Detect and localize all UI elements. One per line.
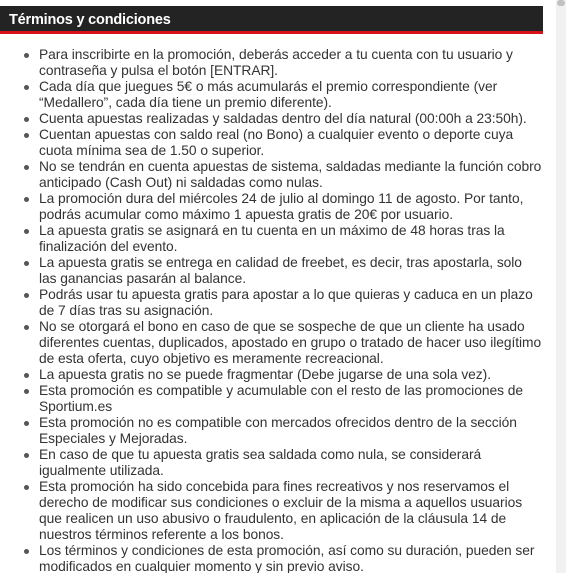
bullet-icon [24, 261, 29, 266]
terms-item [39, 47, 545, 79]
terms-item [39, 543, 545, 573]
bullet-icon [24, 165, 29, 170]
bullet-icon [24, 117, 29, 122]
bullet-icon [24, 53, 29, 58]
bullet-icon [24, 197, 29, 202]
vertical-scrollbar[interactable] [556, 0, 566, 573]
terms-item-text: Podrás usar tu apuesta gratis para apostar a lo que quieras y caduca en un plazo de 7 días tras su asignación. [39, 287, 533, 318]
terms-item [39, 79, 545, 111]
terms-item-text: No se tendrán en cuenta apuestas de sistema, saldadas mediante la función cobro anticipado (Cash Out) ni saldadas como nulas. [39, 159, 542, 190]
terms-list [0, 47, 545, 573]
terms-item-text: Cuentan apuestas con saldo real (no Bono) a cualquier evento o deporte cuya cuota mínima sea de 1.50 o superior. [39, 127, 514, 158]
bullet-icon [24, 421, 29, 426]
bullet-icon [24, 85, 29, 90]
terms-item-text: La promoción dura del miércoles 24 de julio al domingo 11 de agosto. Por tanto, podrás acumular como máximo 1 apuesta gratis de 20€ por usuario. [39, 191, 524, 222]
bullet-icon [24, 325, 29, 330]
terms-item [39, 415, 545, 447]
terms-item [39, 255, 545, 287]
terms-item [39, 223, 545, 255]
terms-item-text: Esta promoción no es compatible con mercados ofrecidos dentro de la sección Especiales y Mejoradas. [39, 415, 517, 446]
bullet-icon [24, 293, 29, 298]
terms-item-text: La apuesta gratis no se puede fragmentar (Debe jugarse de una sola vez). [39, 367, 491, 382]
terms-item [39, 447, 545, 479]
terms-title: Términos y condiciones [9, 12, 171, 28]
terms-item-text: Para inscribirte en la promoción, deberás acceder a tu cuenta con tu usuario y contraseña y pulsa el botón [ENTRAR]. [39, 47, 513, 78]
bullet-icon [24, 485, 29, 490]
terms-header [0, 6, 543, 34]
terms-item-text: La apuesta gratis se entrega en calidad de freebet, es decir, tras apostarla, solo las ganancias pasarán al balance. [39, 255, 522, 286]
scrollbar-thumb[interactable] [557, 0, 565, 6]
terms-item-text: No se otorgará el bono en caso de que se sospeche de que un cliente ha usado diferentes cuentas, duplicados, apostado en grupo o tratado de hacer uso ilegítimo de esta oferta, cuyo objetivo es meramente recreacional. [39, 319, 542, 366]
terms-item [39, 287, 545, 319]
bullet-icon [24, 229, 29, 234]
bullet-icon [24, 549, 29, 554]
terms-item-text: En caso de que tu apuesta gratis sea saldada como nula, se considerará igualmente utilizada. [39, 447, 482, 478]
terms-item [39, 383, 545, 415]
bullet-icon [24, 373, 29, 378]
terms-item [39, 367, 545, 383]
terms-item-text: La apuesta gratis se asignará en tu cuenta en un máximo de 48 horas tras la finalización del evento. [39, 223, 505, 254]
terms-item [39, 127, 545, 159]
bullet-icon [24, 453, 29, 458]
bullet-icon [24, 133, 29, 138]
terms-item-text: Los términos y condiciones de esta promoción, así como su duración, pueden ser modificados en cualquier momento y sin previo aviso. [39, 543, 535, 573]
terms-item [39, 111, 545, 127]
bullet-icon [24, 389, 29, 394]
terms-item-text: Cada día que juegues 5€ o más acumularás el premio correspondiente (ver “Medallero”, cada día tiene un premio diferente). [39, 79, 498, 110]
terms-item [39, 479, 545, 543]
terms-item [39, 159, 545, 191]
terms-item [39, 319, 545, 367]
terms-item-text: Esta promoción ha sido concebida para fines recreativos y nos reservamos el derecho de modificar sus condiciones o excluir de la misma a aquellos usuarios que realicen un uso abusivo o fraudulento, en aplicación de la cláusula 14 de nuestros términos referente a los bonos. [39, 479, 523, 542]
terms-item-text: Esta promoción es compatible y acumulable con el resto de las promociones de Sportium.es [39, 383, 523, 414]
terms-item-text: Cuenta apuestas realizadas y saldadas dentro del día natural (00:00h a 23:50h). [39, 111, 527, 126]
terms-item [39, 191, 545, 223]
